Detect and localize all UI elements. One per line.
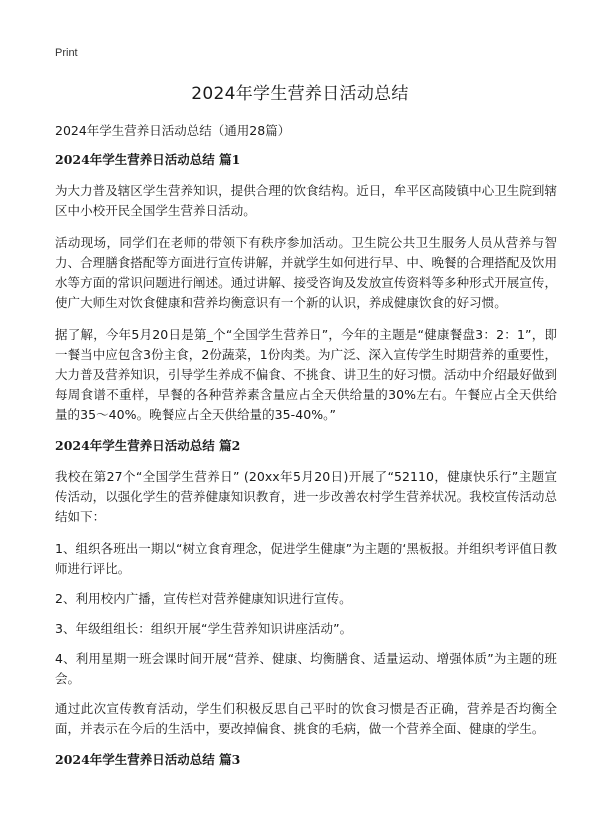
paragraph: 我校在第27个“全国学生营养日” (20xx年5月20日)开展了“52110，健康快乐行”主题宣传活动，以强化学生的营养健康知识教育，进一步改善农村学生营养状况。我校宣传活动总结如下： bbox=[55, 469, 558, 524]
paragraph: 通过此次宣传教育活动，学生们积极反思自己平时的饮食习惯是否正确，营养是否均衡全面，并表示在今后的生活中，要改掉偏食、挑食的毛病，做一个营养全面、健康的学生。 bbox=[55, 701, 557, 736]
list-item: 1、组织各班出一期以“树立食育理念，促进学生健康”为主题的‘黑板报。并组织考评值日教师进行评比。 bbox=[55, 541, 557, 576]
paragraph: 据了解，今年5月20日是第_个“全国学生营养日”，今年的主题是“健康餐盘3：2：1”，即一餐当中应包含3份主食，2份蔬菜，1份肉类。为广泛、深入宣传学生时期营养的重要性，大力普及营养知识，引导学生养成不偏食、不挑食、讲卫生的好习惯。活动中介绍最好做到每周食谱不重样，早餐的各种营养素含量应占全天供给量的30%左右。午餐应占全天供给量的35～40%。晚餐应占全天供给量的35-40%。” bbox=[55, 327, 558, 422]
document-subtitle: 2024年学生营养日活动总结（通用28篇） bbox=[55, 123, 291, 138]
section-heading-2: 2024年学生营养日活动总结 篇2 bbox=[55, 438, 241, 453]
list-item: 4、利用星期一班会课时间开展“营养、健康、均衡膳食、适量运动、增强体质”为主题的班会。 bbox=[55, 651, 557, 686]
section-heading-1: 2024年学生营养日活动总结 篇1 bbox=[55, 152, 241, 167]
section-heading-3: 2024年学生营养日活动总结 篇3 bbox=[55, 752, 241, 767]
list-item: 2、利用校内广播，宣传栏对营养健康知识进行宣传。 bbox=[55, 591, 352, 606]
document-title: 2024年学生营养日活动总结 bbox=[191, 84, 409, 104]
document-body bbox=[55, 121, 557, 781]
paragraph: 为大力普及辖区学生营养知识，提供合理的饮食结构。近日，牟平区高陵镇中心卫生院到辖区中小校开民全国学生营养日活动。 bbox=[55, 183, 558, 218]
print-label[interactable]: Print bbox=[55, 47, 78, 59]
list-item: 3、年级组组长：组织开展“学生营养知识讲座活动”。 bbox=[55, 621, 353, 636]
paragraph: 活动现场，同学们在老师的带领下有秩序参加活动。卫生院公共卫生服务人员从营养与智力、合理膳食搭配等方面进行宣传讲解，并就学生如何进行早、中、晚餐的合理搭配及饮用水等方面的常识问题进行阐述。通过讲解、接受咨询及发放宣传资料等多种形式开展宣传，使广大师生对饮食健康和营养均衡意识有一个新的认识，养成健康饮食的好习惯。 bbox=[55, 235, 558, 310]
